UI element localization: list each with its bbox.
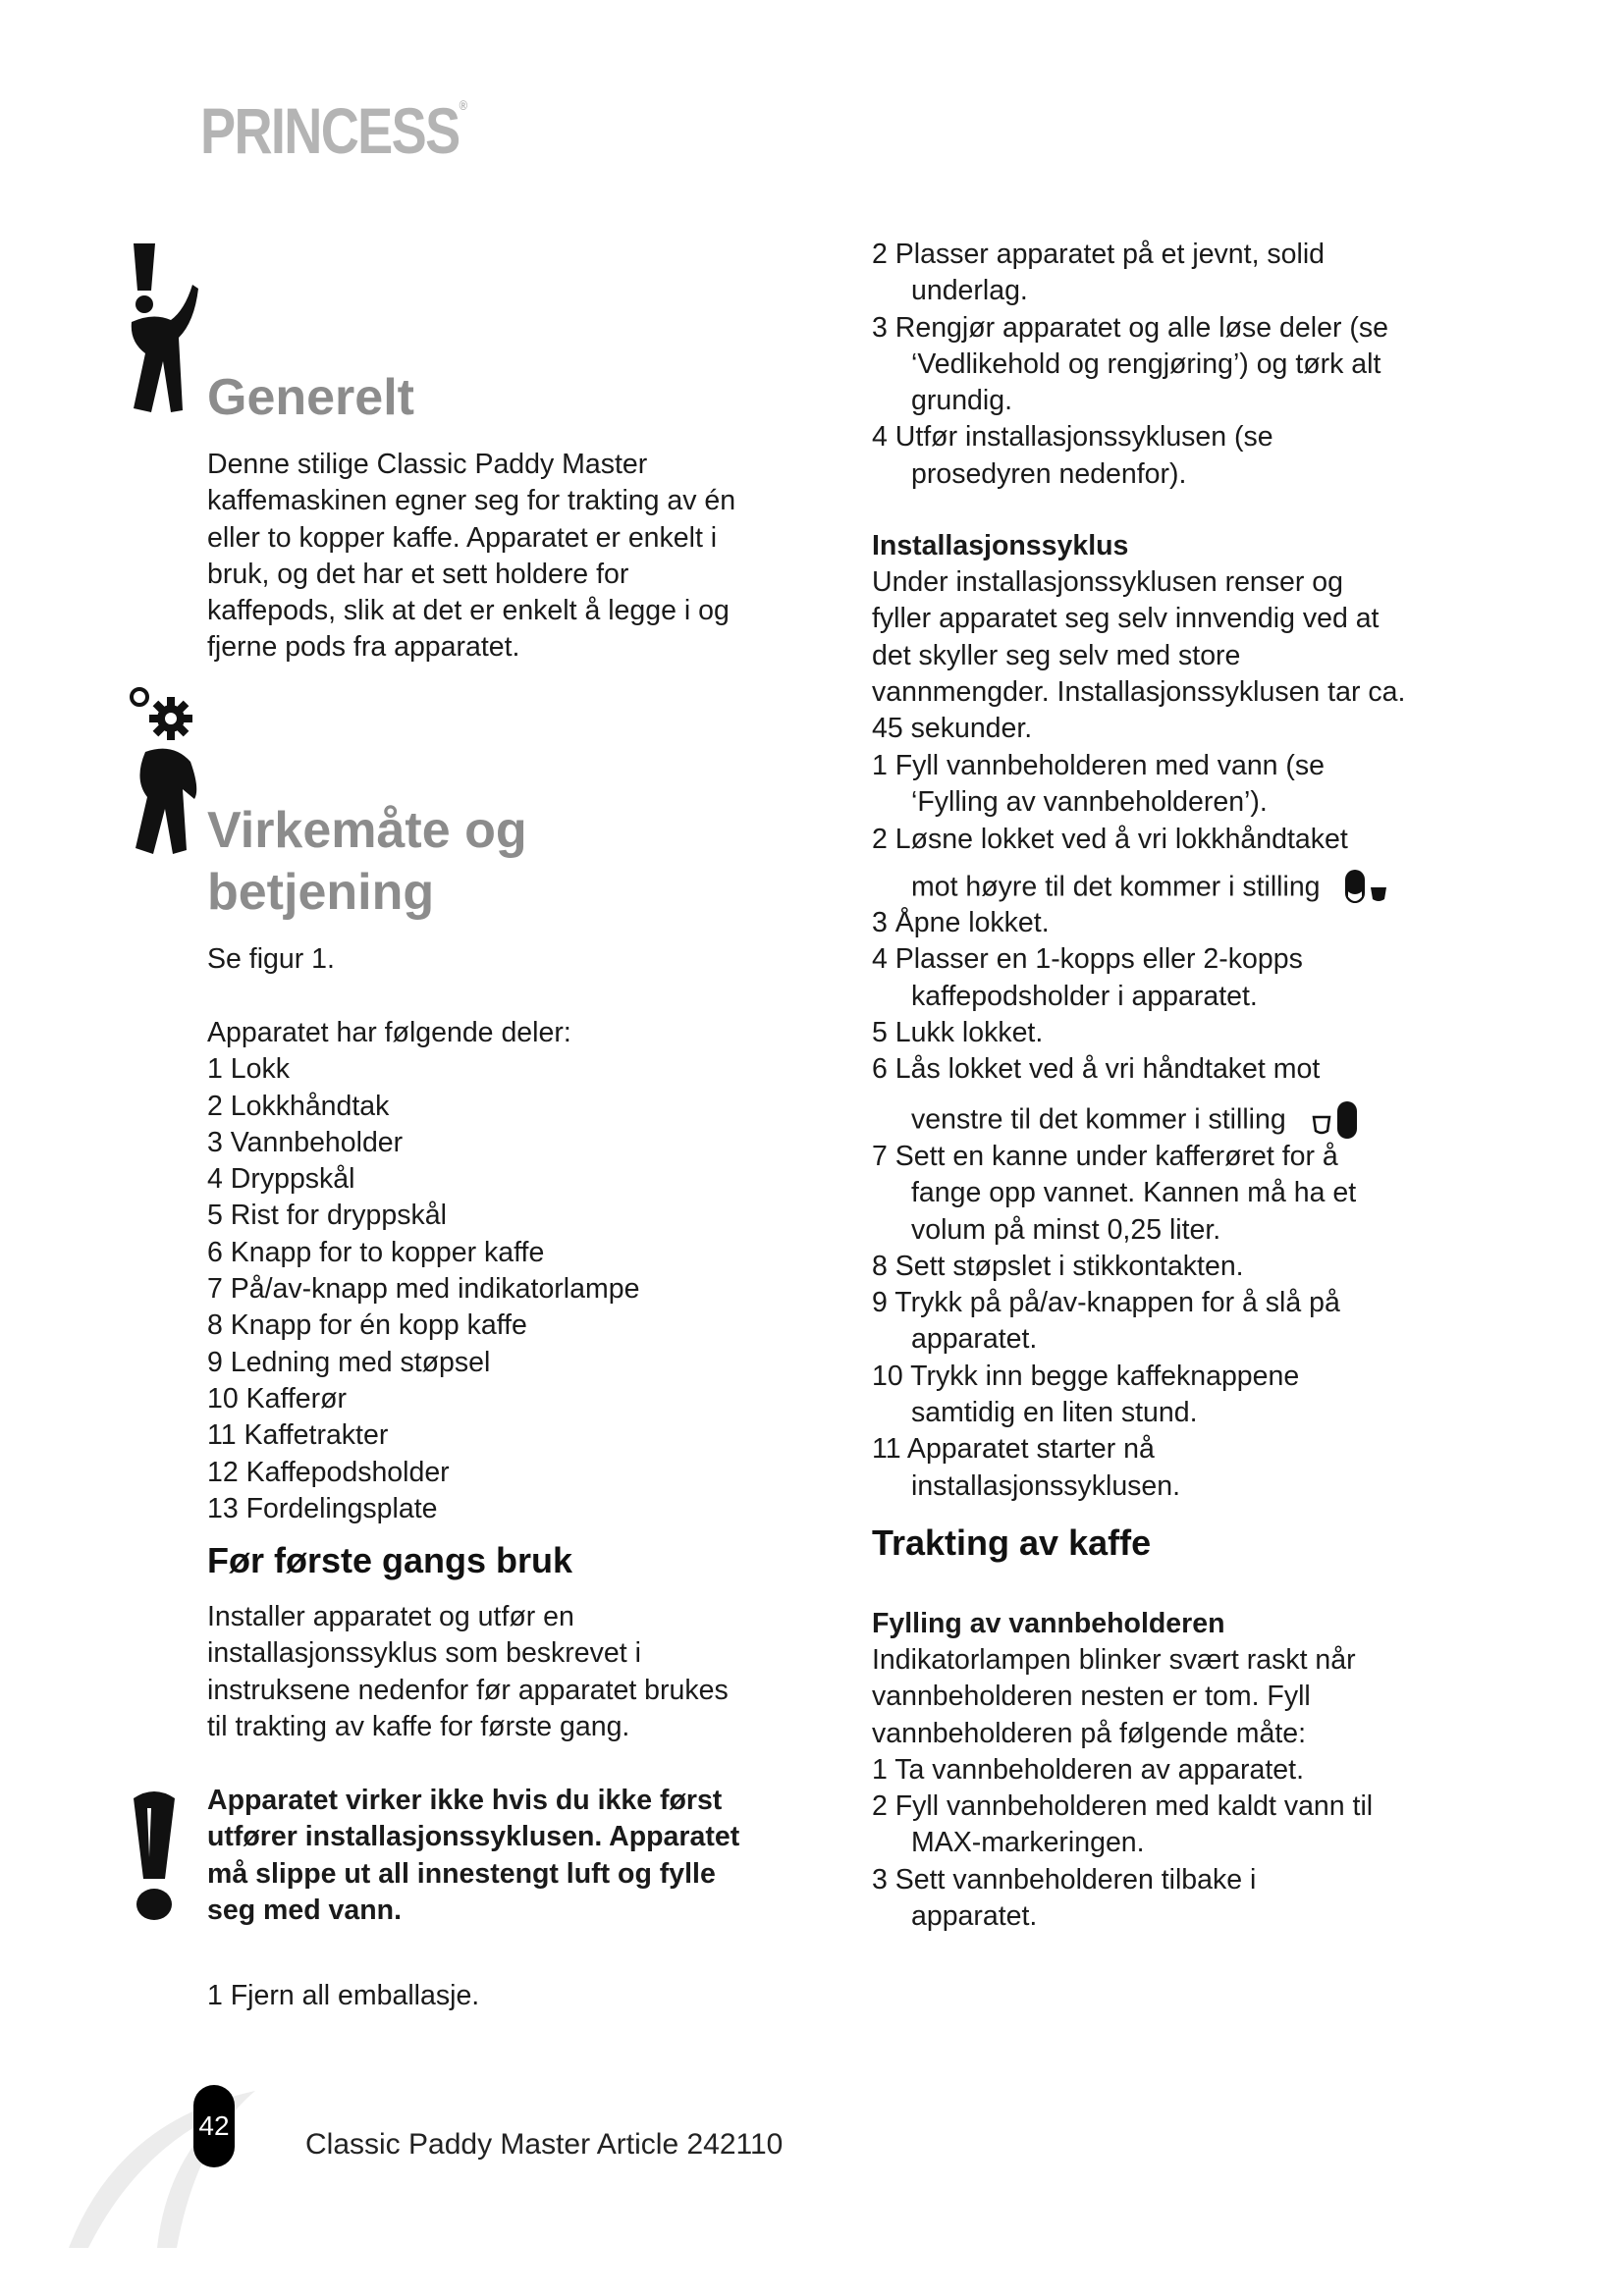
footer-swoosh-decoration [59, 2081, 285, 2258]
text-line: Indikatorlampen blinker svært raskt når [872, 1644, 1356, 1676]
text-line: Installer apparatet og utfør en [207, 1601, 574, 1632]
list-item: 6 Knapp for to kopper kaffe [207, 1236, 545, 1268]
install-cycle-steps-a [872, 748, 1471, 858]
lock-open-position-icon [1341, 868, 1400, 909]
step-line: 6 Lås lokket ved å vri håndtaket mot [872, 1053, 1321, 1086]
text-line: til trakting av kaffe for første gang. [207, 1710, 630, 1742]
lock-closed-position-icon [1308, 1099, 1367, 1143]
step-line: 1 Fyll vannbeholderen med vann (se [872, 750, 1326, 781]
step-line: ‘Vedlikehold og rengjøring’) og tørk alt [911, 347, 1381, 380]
brand-logo [200, 94, 468, 167]
step-line: 9 Trykk på på/av-knappen for å slå på [872, 1287, 1340, 1319]
list-item: 8 Knapp for én kopp kaffe [207, 1309, 527, 1342]
step-line: grundig. [911, 385, 1012, 417]
first-use-paragraph [207, 1599, 777, 1745]
install-cycle-steps-b [872, 905, 1471, 1088]
text-line: vannmengder. Installasjonssyklusen tar ca. [872, 675, 1406, 708]
list-item: 7 På/av-knapp med indikatorlampe [207, 1273, 640, 1306]
list-item: 12 Kaffepodsholder [207, 1456, 450, 1488]
step-line: 5 Lukk lokket. [872, 1016, 1044, 1048]
parts-list-block [207, 1015, 777, 1527]
list-item: 5 Rist for dryppskål [207, 1200, 447, 1232]
see-figure-text: Se figur 1. [207, 943, 335, 975]
trademark-mark: ® [459, 97, 468, 113]
step-line: underlag. [911, 275, 1028, 307]
list-item: 4 Dryppskål [207, 1163, 355, 1196]
text-line: vannbeholderen nesten er tom. Fyll [872, 1681, 1311, 1713]
step-line: mot høyre til det kommer i stilling [911, 871, 1321, 903]
step-line: volum på minst 0,25 liter. [911, 1213, 1221, 1246]
text-line: instruksene nedenfor før apparatet brukes [207, 1674, 729, 1706]
list-item [872, 237, 1471, 310]
list-item: 9 Ledning med støpsel [207, 1346, 491, 1378]
list-item: 13 Fordelingsplate [207, 1492, 438, 1524]
step-line: 2 Fyll vannbeholderen med kaldt vann til [872, 1790, 1374, 1823]
step-line: fange opp vannet. Kannen må ha et [911, 1177, 1357, 1209]
warning-text [207, 1783, 777, 1929]
list-item: 10 Kafferør [207, 1382, 348, 1415]
step-line: 8 Sett støpslet i stikkontakten. [872, 1250, 1244, 1282]
step-line: kaffepodsholder i apparatet. [911, 980, 1258, 1012]
step-line: MAX-markeringen. [911, 1827, 1145, 1859]
setup-steps [872, 237, 1471, 493]
step-line: 2 Plasser apparatet på et jevnt, solid [872, 239, 1326, 270]
step-line: 3 Sett vannbeholderen tilbake i [872, 1863, 1257, 1896]
heading-line: betjening [207, 864, 435, 921]
list-item [872, 310, 1471, 420]
page-number: 42 [193, 2085, 235, 2167]
step-line: apparatet. [911, 1323, 1038, 1356]
list-item: 2 Lokkhåndtak [207, 1090, 390, 1122]
parts-intro: Apparatet har følgende deler: [207, 1017, 571, 1048]
list-item: 1 Lokk [207, 1053, 290, 1086]
text-line: kaffemaskinen egner seg for trakting av én [207, 485, 736, 517]
text-line: installasjonssyklus som beskrevet i [207, 1637, 641, 1670]
brand-logo-text: PRINCESS [200, 94, 460, 167]
step-6-position-line [872, 1099, 1510, 1143]
section-heading-general: Generelt [207, 369, 414, 426]
exclamation-icon [126, 1789, 183, 1922]
step-line: 4 Utfør installasjonssyklusen (se [872, 421, 1273, 454]
step-line: ‘Fylling av vannbeholderen’). [911, 786, 1268, 819]
warning-line: Apparatet virker ikke hvis du ikke først [207, 1785, 723, 1816]
text-line: 45 sekunder. [872, 713, 1033, 745]
footer-title: Classic Paddy Master Article 242110 [305, 2128, 784, 2161]
step-line: installasjonssyklusen. [911, 1469, 1181, 1502]
info-person-icon [124, 243, 202, 420]
step-line: 10 Trykk inn begge kaffeknappene [872, 1360, 1300, 1392]
section-heading-brewing: Trakting av kaffe [872, 1522, 1152, 1563]
heading-line: Virkemåte og [207, 802, 527, 859]
step-2-position-line [872, 868, 1510, 909]
step-line: 3 Åpne lokket. [872, 907, 1050, 938]
subheading-install-cycle: Installasjonssyklus [872, 530, 1129, 561]
step-line: apparatet. [911, 1900, 1038, 1933]
first-use-step-1: 1 Fjern all emballasje. [207, 1980, 480, 2011]
install-cycle-intro [872, 564, 1471, 747]
subheading-fill-reservoir: Fylling av vannbeholderen [872, 1608, 1225, 1639]
step-line: venstre til det kommer i stilling [911, 1103, 1286, 1136]
step-line: prosedyren nedenfor). [911, 457, 1187, 490]
text-line: Denne stilige Classic Paddy Master [207, 449, 648, 480]
section-heading-first-use: Før første gangs bruk [207, 1540, 573, 1580]
text-line: fyller apparatet seg selv innvendig ved at [872, 603, 1380, 635]
step-line: 1 Ta vannbeholderen av apparatet. [872, 1753, 1304, 1786]
step-line: 4 Plasser en 1-kopps eller 2-kopps [872, 943, 1303, 976]
list-item: 11 Kaffetrakter [207, 1419, 389, 1452]
warning-line: må slippe ut all innestengt luft og fylle [207, 1857, 716, 1890]
text-line: Under installasjonssyklusen renser og [872, 566, 1343, 598]
step-line: 11 Apparatet starter nå [872, 1433, 1155, 1466]
list-item [872, 419, 1471, 493]
text-line: vannbeholderen på følgende måte: [872, 1717, 1307, 1749]
step-line: 2 Løsne lokket ved å vri lokkhåndtaket [872, 823, 1348, 855]
text-line: kaffepods, slik at det er enkelt å legge i og [207, 595, 730, 627]
warning-line: utfører installasjonssyklusen. Apparatet [207, 1821, 740, 1853]
gear-person-icon [126, 681, 204, 858]
text-line: det skyller seg selv med store [872, 639, 1241, 671]
text-line: eller to kopper kaffe. Apparatet er enkelt i [207, 521, 718, 554]
text-line: bruk, og det har et sett holdere for [207, 558, 629, 590]
warning-line: seg med vann. [207, 1894, 402, 1926]
fill-reservoir-text [872, 1642, 1471, 1935]
step-line: 3 Rengjør apparatet og alle løse deler (se [872, 311, 1388, 344]
install-cycle-steps-c [872, 1139, 1471, 1505]
list-item: 3 Vannbeholder [207, 1126, 404, 1158]
general-paragraph [207, 447, 777, 667]
text-line: fjerne pods fra apparatet. [207, 631, 520, 664]
step-line: samtidig en liten stund. [911, 1397, 1198, 1429]
step-line: 7 Sett en kanne under kafferøret for å [872, 1141, 1338, 1172]
section-heading-operation [207, 800, 777, 924]
